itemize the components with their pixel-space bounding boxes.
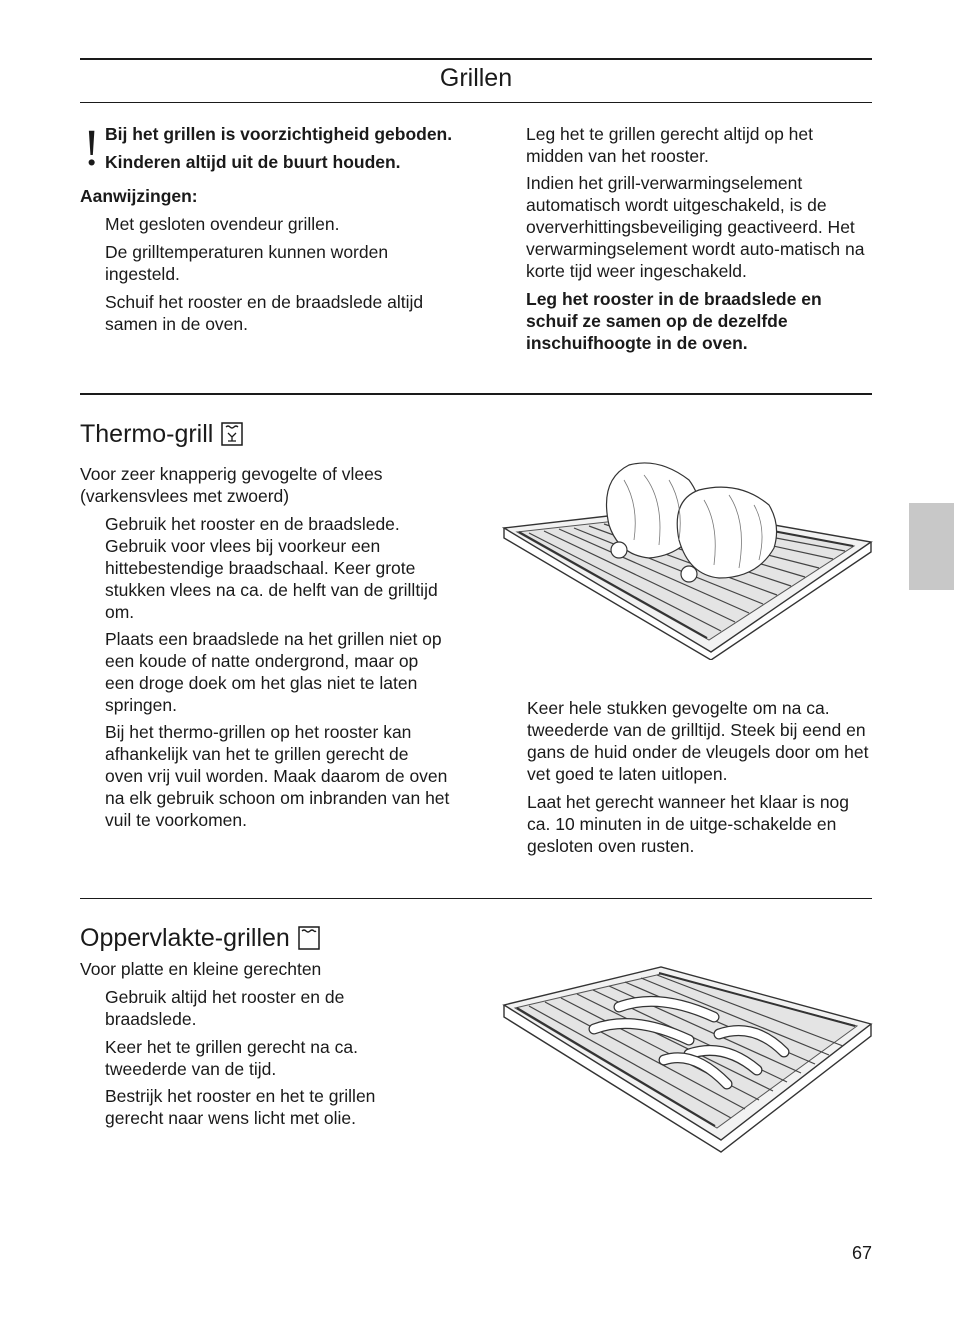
section-divider (80, 898, 872, 899)
warning-line-1: Bij het grillen is voorzichtigheid geboden. (105, 124, 453, 144)
page-title: Grillen (439, 64, 513, 92)
warning-line-2: Kinderen altijd uit de buurt houden. (105, 152, 401, 172)
hints-heading: Aanwijzingen: (80, 186, 198, 206)
thermo-grill-item: Plaats een braadslede na het grillen niet op een koude of natte ondergrond, maar op een droge doek om het glas niet te laten springen. (105, 629, 442, 715)
hint-item: De grilltemperaturen kunnen worden ingesteld. (105, 242, 389, 284)
header-rule-bottom (80, 102, 872, 103)
thermo-grill-item: Bij het thermo-grillen op het rooster kan afhankelijk van het te grillen gerecht de oven vrij vuil worden. Maak daarom de oven na elk gebruik schoon om inbranden van het vuil te voorkomen. (105, 722, 450, 830)
rack-instruction-text: Leg het rooster in de braadslede en schuif ze samen op de dezelfde inschuifhoogte in de oven. (526, 289, 822, 353)
thermo-grill-turn-text: Keer hele stukken gevogelte om na ca. tweederde van de grilltijd. Steek bij eend en gans de huid onder de vleugels door om het vet goed te laten uitlopen. (527, 698, 869, 784)
thermo-grill-heading (80, 419, 243, 449)
thermo-grill-icon (221, 422, 243, 446)
surface-grill-item: Keer het te grillen gerecht na ca. tweederde van de tijd. (105, 1037, 358, 1079)
warning-icon: ! (83, 120, 101, 177)
surface-grill-heading (80, 923, 320, 953)
surface-grill-intro: Voor platte en kleine gerechten (80, 959, 322, 979)
page-number: 67 (851, 1243, 872, 1263)
center-placement-text: Leg het te grillen gerecht altijd op het midden van het rooster. (526, 124, 813, 166)
roasting-tray-with-sausages (499, 962, 879, 1157)
thermo-grill-intro: Voor zeer knapperig gevogelte of vlees (varkensvlees met zwoerd) (80, 464, 383, 506)
thermo-grill-title: Thermo-grill (80, 420, 214, 448)
roasting-tray-with-poultry (499, 460, 879, 660)
thermo-grill-item: Gebruik het rooster en de braadslede. Gebruik voor vlees bij voorkeur een hittebestendige braadschaal. Keer grote stukken vlees na ca. de helft van de grilltijd om. (105, 514, 438, 622)
surface-grill-icon (298, 926, 320, 950)
header-rule-top (80, 58, 872, 60)
overheat-protection-text: Indien het grill-verwarmingselement automatisch wordt uitgeschakeld, is de oververhittingsbeveiliging geactiveerd. Het verwarmingselement wordt auto-matisch na korte tijd weer ingeschakeld. (526, 173, 865, 281)
hint-item: Met gesloten ovendeur grillen. (105, 214, 340, 234)
thermo-grill-rest-text: Laat het gerecht wanneer het klaar is nog ca. 10 minuten in de uitge-schakelde en gesloten oven rusten. (527, 792, 850, 856)
surface-grill-item: Bestrijk het rooster en het te grillen gerecht naar wens licht met olie. (105, 1086, 376, 1128)
surface-grill-item: Gebruik altijd het rooster en de braadslede. (105, 987, 345, 1029)
section-divider (80, 393, 872, 395)
surface-grill-title: Oppervlakte-grillen (80, 924, 290, 952)
chapter-tab (909, 503, 954, 590)
hint-item: Schuif het rooster en de braadslede altijd samen in de oven. (105, 292, 424, 334)
